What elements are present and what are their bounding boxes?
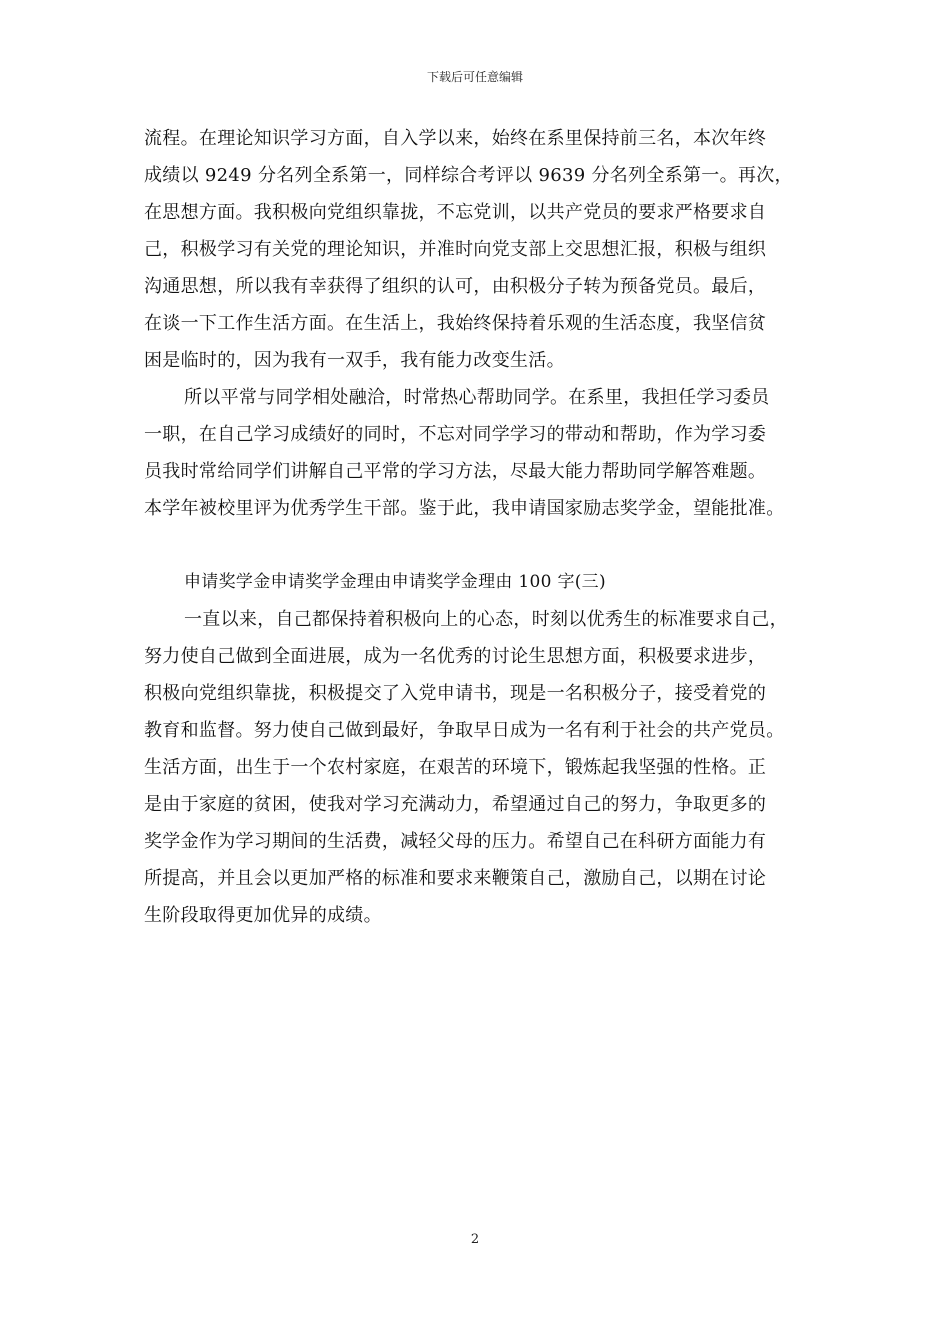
paragraph-line: 流程。在理论知识学习方面，自入学以来，始终在系里保持前三名，本次年终	[144, 128, 767, 149]
section-title: 申请奖学金申请奖学金理由申请奖学金理由 100 字(三)	[184, 572, 606, 592]
paragraph-line: 成绩以 9249 分名列全系第一，同样综合考评以 9639 分名列全系第一。再次，	[144, 165, 793, 186]
paragraph-line: 在思想方面。我积极向党组织靠拢，不忘党训，以共产党员的要求严格要求自	[144, 202, 767, 223]
header-note: 下载后可任意编辑	[426, 70, 523, 84]
paragraph-line: 本学年被校里评为优秀学生干部。鉴于此，我申请国家励志奖学金，望能批准。	[144, 498, 785, 519]
page-number: 2	[470, 1232, 480, 1247]
paragraph-2	[144, 379, 824, 527]
paragraph-line: 一直以来，自己都保持着积极向上的心态，时刻以优秀生的标准要求自己，	[184, 609, 788, 630]
paragraph-spacer	[144, 527, 824, 564]
paragraph-line: 所以平常与同学相处融洽，时常热心帮助同学。在系里，我担任学习委员	[184, 387, 770, 408]
paragraph-line: 在谈一下工作生活方面。在生活上，我始终保持着乐观的生活态度，我坚信贫	[144, 313, 767, 334]
paragraph-line: 沟通思想，所以我有幸获得了组织的认可，由积极分子转为预备党员。最后，	[144, 276, 767, 297]
paragraph-line: 是由于家庭的贫困，使我对学习充满动力，希望通过自己的努力，争取更多的	[144, 794, 767, 815]
paragraph-line: 积极向党组织靠拢，积极提交了入党申请书，现是一名积极分子，接受着党的	[144, 683, 767, 704]
paragraph-line: 困是临时的，因为我有一双手，我有能力改变生活。	[144, 350, 565, 371]
paragraph-line: 己，积极学习有关党的理论知识，并准时向党支部上交思想汇报，积极与组织	[144, 239, 767, 260]
paragraph-3	[144, 601, 824, 934]
paragraph-line: 生活方面，出生于一个农村家庭，在艰苦的环境下，锻炼起我坚强的性格。正	[144, 757, 767, 778]
paragraph-line: 所提高，并且会以更加严格的标准和要求来鞭策自己，激励自己，以期在讨论	[144, 868, 767, 889]
paragraph-line: 员我时常给同学们讲解自己平常的学习方法，尽最大能力帮助同学解答难题。	[144, 461, 767, 482]
paragraph-line: 生阶段取得更加优异的成绩。	[144, 905, 382, 926]
paragraph-1	[144, 120, 824, 379]
document-body	[144, 120, 824, 934]
paragraph-line: 奖学金作为学习期间的生活费，减轻父母的压力。希望自己在科研方面能力有	[144, 831, 767, 852]
paragraph-line: 教育和监督。努力使自己做到最好，争取早日成为一名有利于社会的共产党员。	[144, 720, 785, 741]
paragraph-line: 一职，在自己学习成绩好的同时，不忘对同学学习的带动和帮助，作为学习委	[144, 424, 767, 445]
paragraph-line: 努力使自己做到全面进展，成为一名优秀的讨论生思想方面，积极要求进步，	[144, 646, 767, 667]
